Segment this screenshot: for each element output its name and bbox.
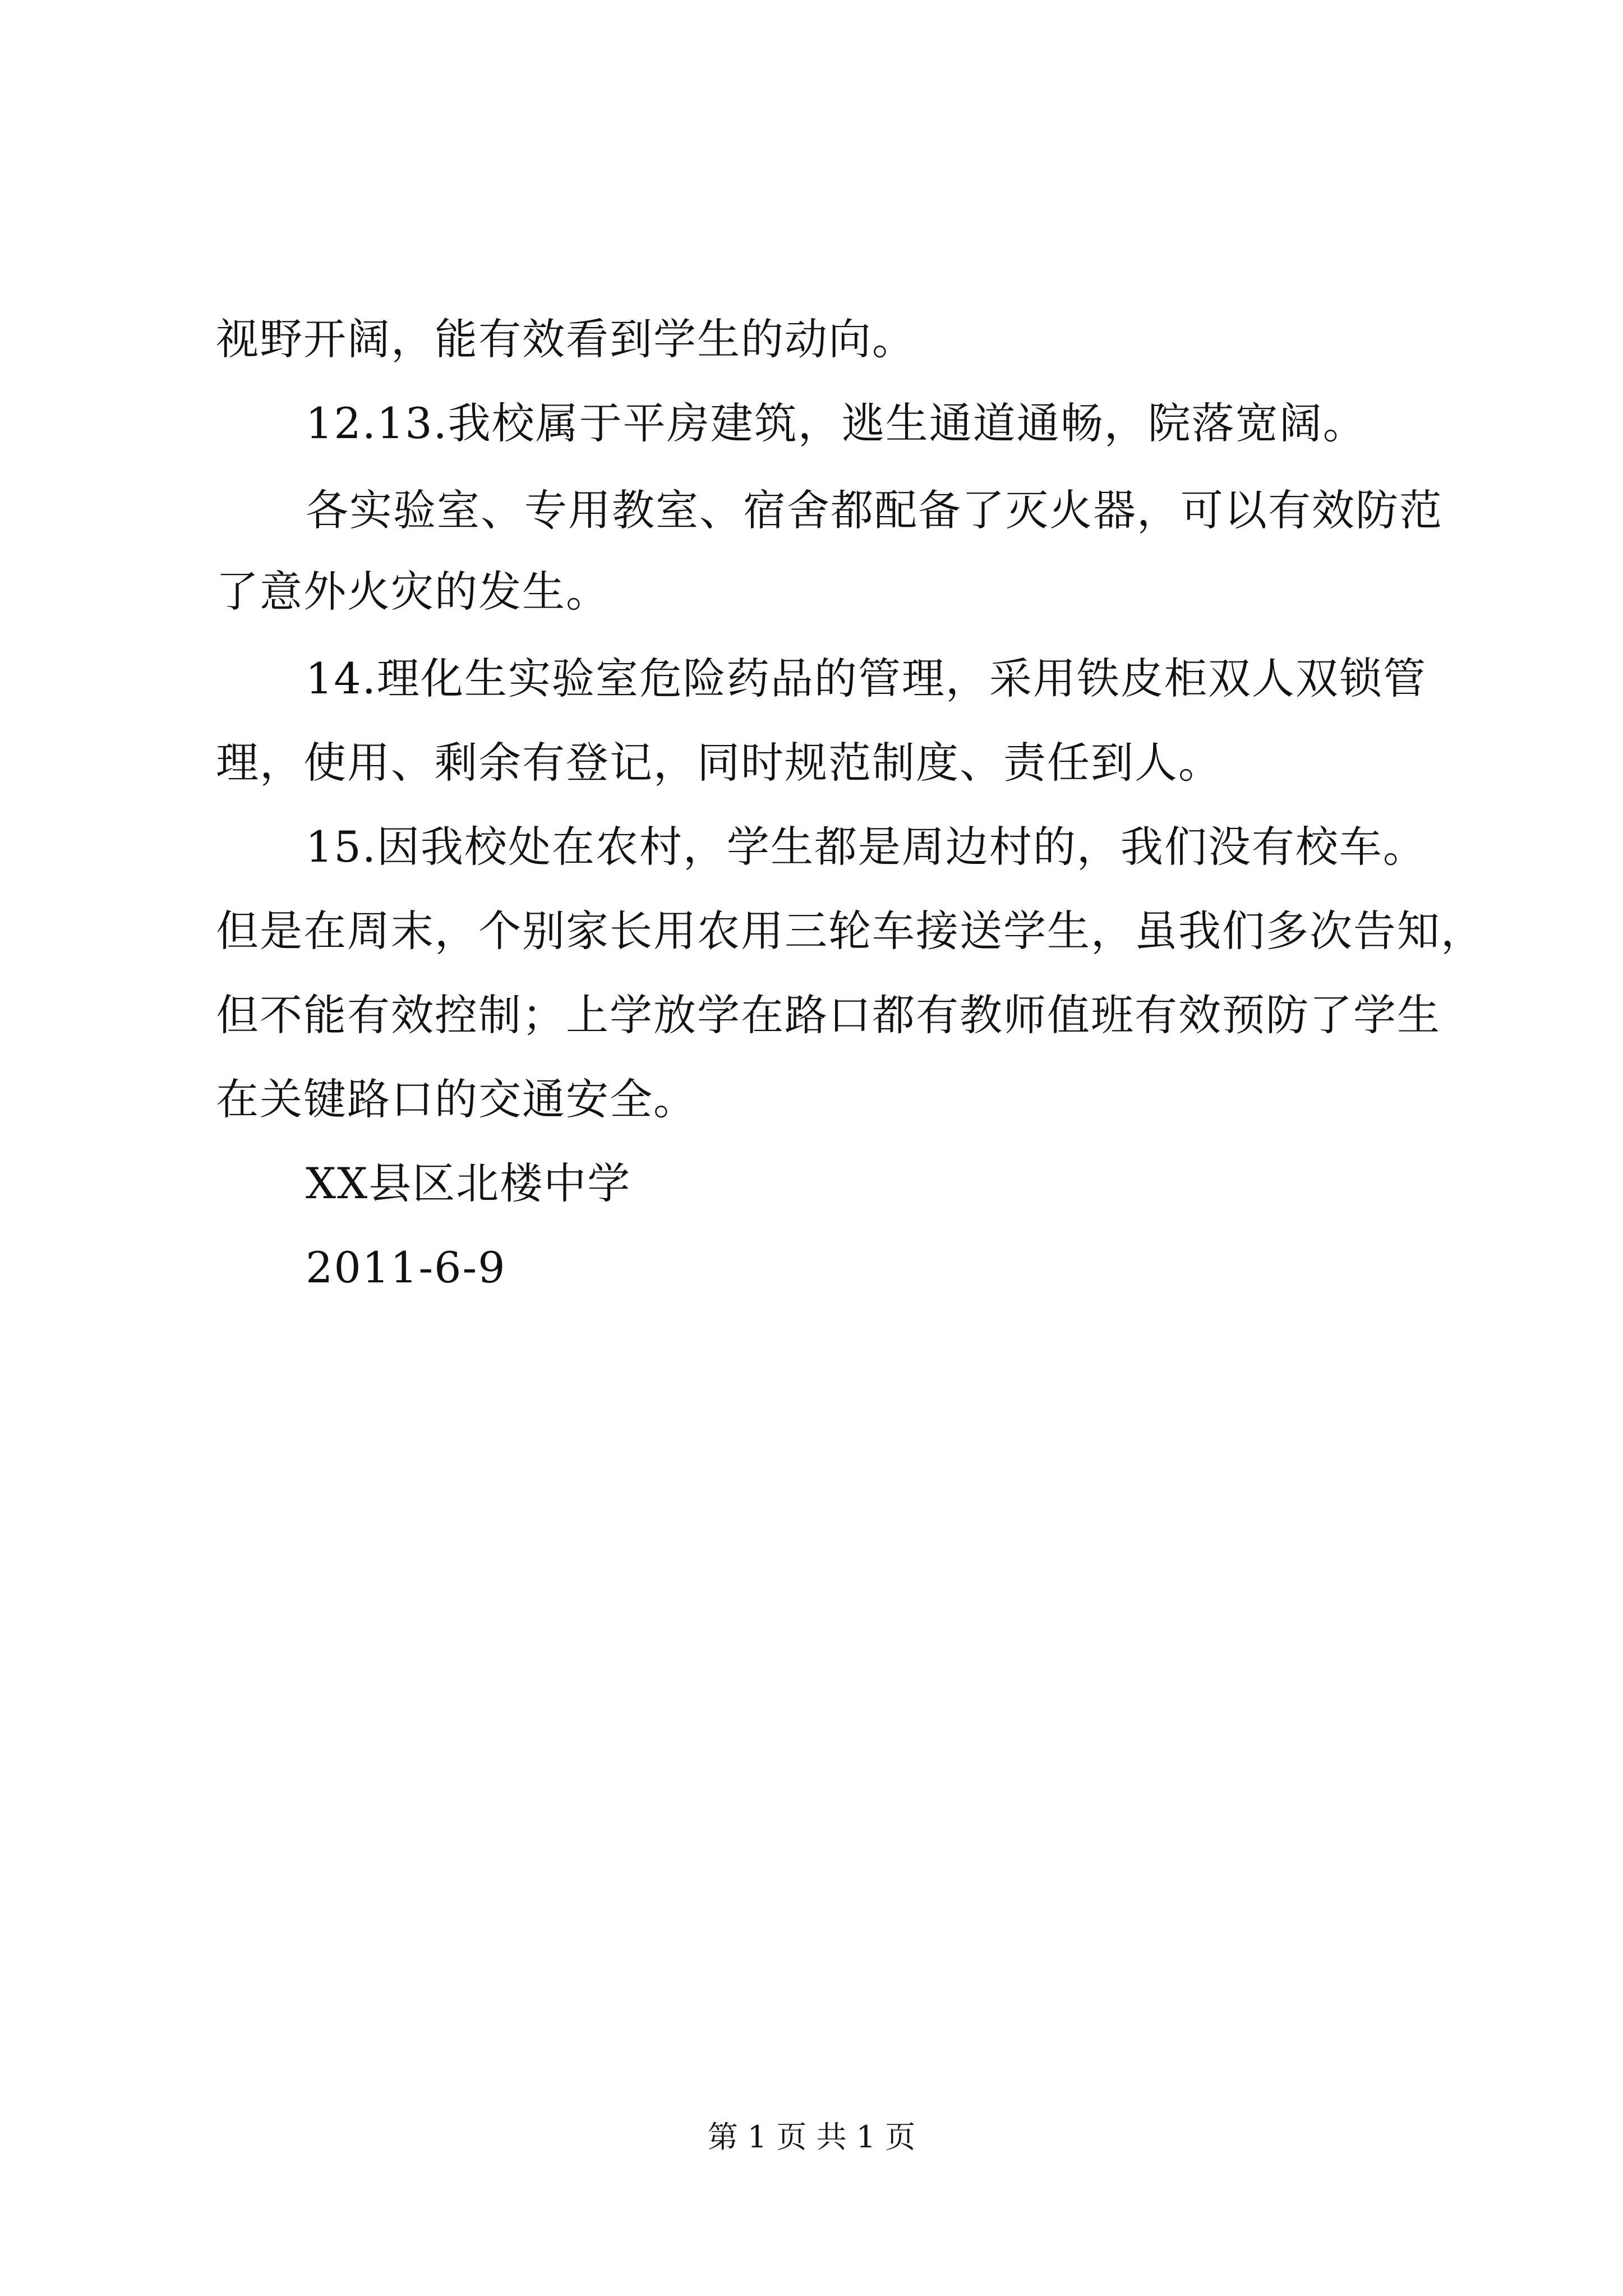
page-number-footer: 第 1 页 共 1 页 bbox=[707, 2119, 916, 2155]
paragraph-line-8: 但是在周末，个别家长用农用三轮车接送学生，虽我们多次告知， bbox=[216, 906, 1484, 956]
paragraph-line-10: 在关键路口的交通安全。 bbox=[216, 1074, 697, 1124]
paragraph-line-2: 12.13.我校属于平房建筑，逃生通道通畅，院落宽阔。 bbox=[306, 398, 1367, 448]
paragraph-line-1: 视野开阔，能有效看到学生的动向。 bbox=[216, 314, 916, 364]
paragraph-line-6: 理，使用、剩余有登记，同时规范制度、责任到人。 bbox=[216, 738, 1222, 788]
signature-date: 2011-6-9 bbox=[306, 1243, 506, 1292]
paragraph-line-9: 但不能有效控制；上学放学在路口都有教师值班有效预防了学生 bbox=[216, 990, 1441, 1040]
paragraph-line-3: 各实验室、专用教室、宿舍都配备了灭火器，可以有效防范 bbox=[306, 485, 1443, 535]
signature-school: XX县区北楼中学 bbox=[306, 1158, 631, 1208]
paragraph-line-7: 15.因我校处在农村，学生都是周边村的，我们没有校车。 bbox=[306, 822, 1427, 872]
paragraph-line-4: 了意外火灾的发生。 bbox=[216, 567, 610, 616]
paragraph-line-5: 14.理化生实验室危险药品的管理，采用铁皮柜双人双锁管 bbox=[306, 654, 1427, 703]
